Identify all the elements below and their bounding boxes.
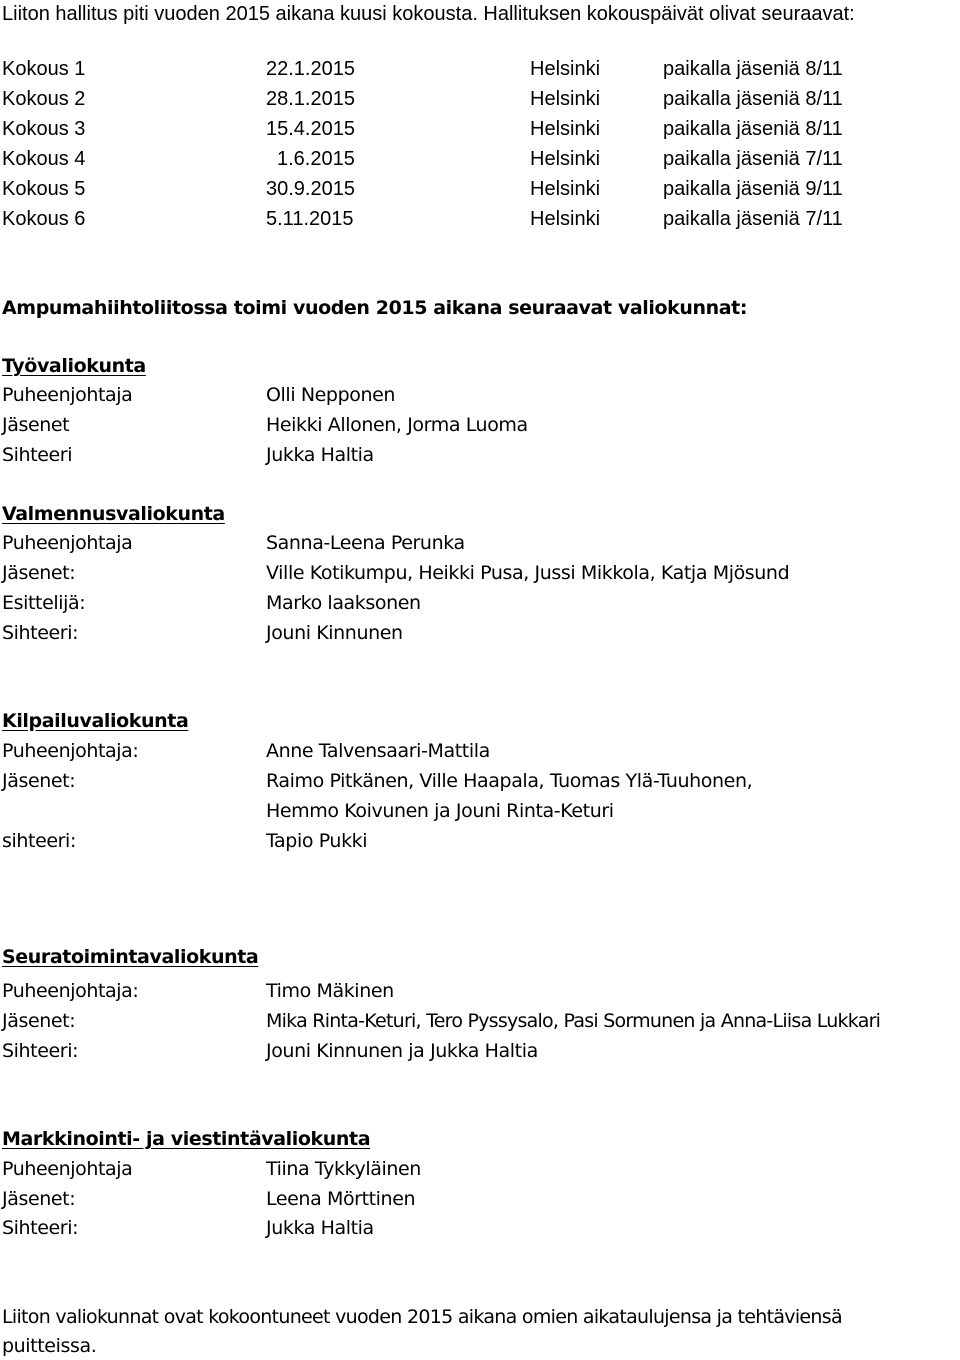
committee-role: Sihteeri xyxy=(2,444,73,466)
meeting-name: Kokous 6 xyxy=(2,208,86,230)
committee-members: Anne Talvensaari-Mattila xyxy=(266,740,490,762)
committee-members: Olli Nepponen xyxy=(266,384,396,406)
committee-role: Puheenjohtaja xyxy=(2,1158,133,1180)
committee-role: Puheenjohtaja: xyxy=(2,740,139,762)
meeting-place: Helsinki xyxy=(530,178,601,200)
meeting-row xyxy=(0,87,960,117)
committee-title: Kilpailuvaliokunta xyxy=(2,710,189,732)
committee-members: Hemmo Koivunen ja Jouni Rinta-Keturi xyxy=(266,800,614,822)
committee-role: Puheenjohtaja xyxy=(2,384,133,406)
committee-role: Jäsenet: xyxy=(2,1010,76,1032)
committee-members: Sanna-Leena Perunka xyxy=(266,532,465,554)
committee-role: sihteeri: xyxy=(2,830,76,852)
committee-members: Mika Rinta-Keturi, Tero Pyssysalo, Pasi Sormunen ja Anna-Liisa Lukkari xyxy=(266,1010,881,1032)
meeting-row xyxy=(0,147,960,177)
committee-members: Jukka Haltia xyxy=(266,1217,374,1239)
committee-role: Sihteeri: xyxy=(2,1217,79,1239)
committee-members: Raimo Pitkänen, Ville Haapala, Tuomas Ylä-Tuuhonen, xyxy=(266,770,753,792)
committee-members: Ville Kotikumpu, Heikki Pusa, Jussi Mikkola, Katja Mjösund xyxy=(266,562,790,584)
committee-role: Jäsenet: xyxy=(2,1188,76,1210)
committee-members: Timo Mäkinen xyxy=(266,980,394,1002)
committee-role: Puheenjohtaja: xyxy=(2,980,139,1002)
meeting-name: Kokous 1 xyxy=(2,58,86,80)
meeting-row xyxy=(0,57,960,87)
committee-role: Esittelijä: xyxy=(2,592,86,614)
intro-text: Liiton hallitus piti vuoden 2015 aikana kuusi kokousta. Hallituksen kokouspäivät olivat seuraavat: xyxy=(2,3,855,25)
meeting-place: Helsinki xyxy=(530,118,601,140)
committee-members: Leena Mörttinen xyxy=(266,1188,416,1210)
committee-title: Työvaliokunta xyxy=(2,355,146,377)
meeting-row xyxy=(0,177,960,207)
committee-members: Marko laaksonen xyxy=(266,592,421,614)
meeting-date: 30.9.2015 xyxy=(266,178,355,200)
committee-members: Tiina Tykkyläinen xyxy=(266,1158,421,1180)
meeting-attendance: paikalla jäseniä 8/11 xyxy=(663,58,843,80)
meeting-place: Helsinki xyxy=(530,208,601,230)
meeting-date: 22.1.2015 xyxy=(266,58,355,80)
committee-title: Markkinointi- ja viestintävaliokunta xyxy=(2,1128,371,1150)
committee-members: Jukka Haltia xyxy=(266,444,374,466)
committee-members: Jouni Kinnunen xyxy=(266,622,403,644)
meeting-name: Kokous 3 xyxy=(2,118,86,140)
closing-line: Liiton valiokunnat ovat kokoontuneet vuoden 2015 aikana omien aikataulujensa ja tehtäviensä xyxy=(2,1306,842,1328)
meeting-attendance: paikalla jäseniä 8/11 xyxy=(663,118,843,140)
committee-role: Jäsenet: xyxy=(2,562,76,584)
meeting-row xyxy=(0,207,960,237)
meeting-name: Kokous 5 xyxy=(2,178,86,200)
meeting-attendance: paikalla jäseniä 7/11 xyxy=(663,148,843,170)
meeting-place: Helsinki xyxy=(530,88,601,110)
committee-role: Sihteeri: xyxy=(2,622,79,644)
committee-role: Jäsenet: xyxy=(2,770,76,792)
committee-members: Tapio Pukki xyxy=(266,830,368,852)
meeting-place: Helsinki xyxy=(530,58,601,80)
committee-title: Valmennusvaliokunta xyxy=(2,503,225,525)
meeting-attendance: paikalla jäseniä 7/11 xyxy=(663,208,843,230)
closing-line: puitteissa. xyxy=(2,1335,97,1357)
committee-members: Heikki Allonen, Jorma Luoma xyxy=(266,414,528,436)
committee-members: Jouni Kinnunen ja Jukka Haltia xyxy=(266,1040,538,1062)
meeting-date: 1.6.2015 xyxy=(277,148,355,170)
meeting-place: Helsinki xyxy=(530,148,601,170)
meeting-row xyxy=(0,117,960,147)
meeting-date: 28.1.2015 xyxy=(266,88,355,110)
committee-role: Jäsenet xyxy=(2,414,70,436)
meeting-date: 15.4.2015 xyxy=(266,118,355,140)
committee-role: Sihteeri: xyxy=(2,1040,79,1062)
meeting-date: 5.11.2015 xyxy=(266,208,354,230)
meeting-attendance: paikalla jäseniä 9/11 xyxy=(663,178,843,200)
meeting-name: Kokous 4 xyxy=(2,148,86,170)
committee-role: Puheenjohtaja xyxy=(2,532,133,554)
meeting-attendance: paikalla jäseniä 8/11 xyxy=(663,88,843,110)
committee-title: Seuratoimintavaliokunta xyxy=(2,946,259,968)
committees-heading: Ampumahiihtoliitossa toimi vuoden 2015 aikana seuraavat valiokunnat: xyxy=(2,297,748,319)
meeting-name: Kokous 2 xyxy=(2,88,86,110)
